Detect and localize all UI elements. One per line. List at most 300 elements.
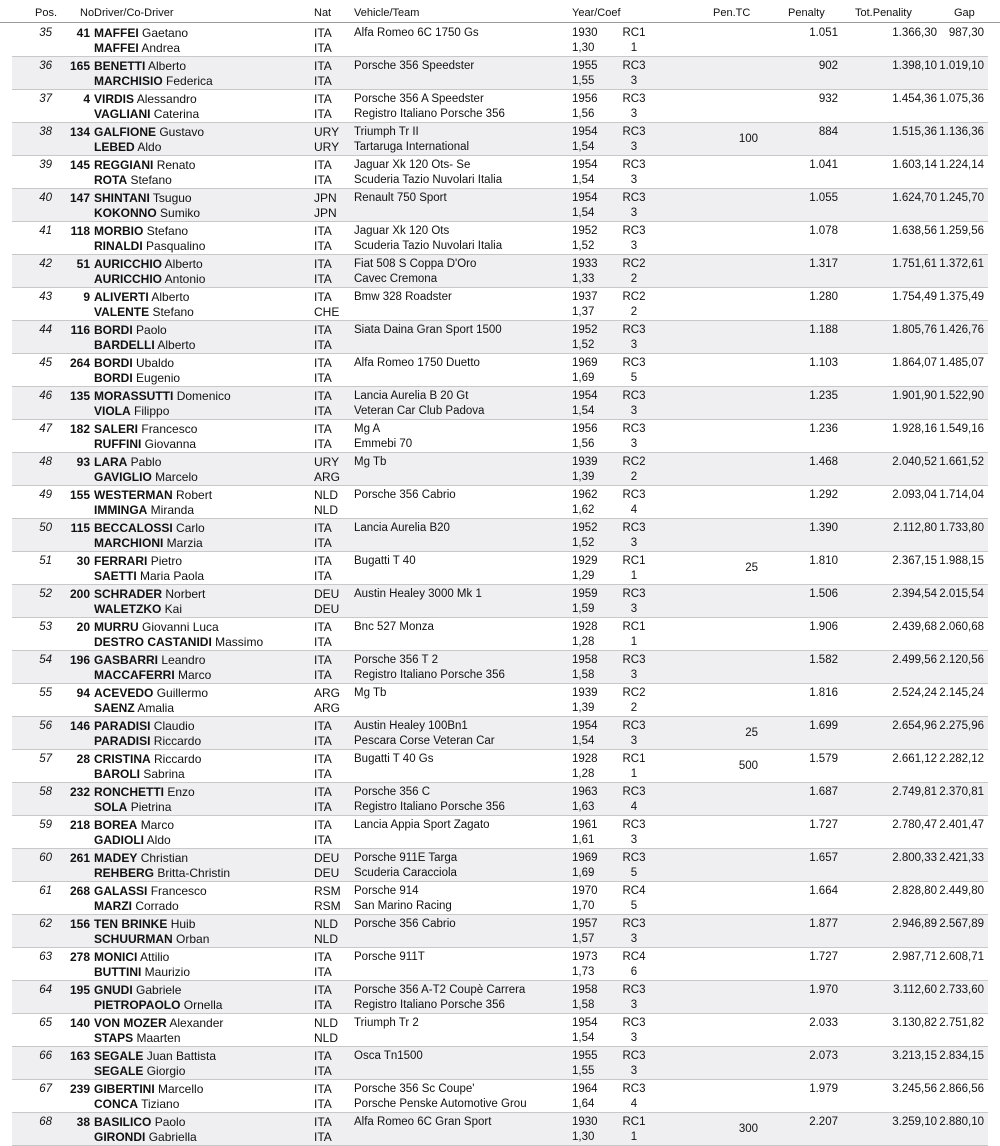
- driver-surname: MORBIO: [94, 224, 144, 238]
- result-row: [12, 849, 988, 882]
- codriver-surname: VIOLA: [94, 404, 131, 418]
- codriver-surname: SOLA: [94, 800, 128, 814]
- result-row: [12, 321, 988, 354]
- total-penality: 2.524,24: [892, 687, 937, 699]
- class-group: 4: [630, 1098, 638, 1110]
- vehicle: Porsche 356 A-T2 Coupè Carrera: [354, 984, 526, 996]
- codriver-surname: ROTA: [94, 173, 128, 187]
- codriver-name: [94, 173, 172, 187]
- driver-name: [94, 884, 207, 898]
- coefficient: 1,30: [572, 1131, 595, 1143]
- driver-surname: BOREA: [94, 818, 138, 832]
- class: RC3: [622, 522, 646, 534]
- driver-firstname: Alberto: [148, 59, 187, 73]
- driver-surname: MONICI: [94, 950, 138, 964]
- car-number: 20: [76, 620, 90, 634]
- driver-nationality: ITA: [314, 818, 332, 832]
- class-group: 3: [630, 174, 638, 186]
- codriver-surname: WALETZKO: [94, 602, 162, 616]
- position: 36: [39, 60, 52, 72]
- penalty: 2.207: [809, 1116, 838, 1128]
- class-group: 3: [630, 1065, 638, 1077]
- driver-firstname: Alberto: [164, 257, 203, 271]
- coefficient: 1,56: [572, 108, 595, 120]
- result-row: [12, 189, 988, 222]
- driver-nationality: ITA: [314, 158, 332, 172]
- class-group: 1: [630, 1131, 638, 1143]
- total-penality: 1.638,56: [892, 225, 937, 237]
- total-penality: 1.603,14: [892, 159, 937, 171]
- codriver-name: [94, 1097, 179, 1111]
- vehicle: Bnc 527 Monza: [354, 621, 434, 633]
- total-penality: 1.624,70: [892, 192, 937, 204]
- result-row: [12, 255, 988, 288]
- coefficient: 1,55: [572, 75, 595, 87]
- codriver-firstname: Filippo: [134, 404, 170, 418]
- coefficient: 1,58: [572, 669, 595, 681]
- gap: 2.449,80: [939, 885, 984, 897]
- car-number: 116: [70, 323, 90, 337]
- codriver-surname: RUFFINI: [94, 437, 142, 451]
- header-pos: Pos.: [35, 7, 58, 19]
- position: 39: [39, 159, 52, 171]
- team: Registro Italiano Porsche 356: [354, 108, 505, 120]
- position: 60: [39, 852, 52, 864]
- position: 51: [39, 555, 52, 567]
- total-penality: 2.499,56: [892, 654, 937, 666]
- penalty: 1.390: [809, 522, 838, 534]
- codriver-nationality: ITA: [314, 239, 332, 253]
- codriver-nationality: ITA: [314, 338, 332, 352]
- coefficient: 1,52: [572, 537, 595, 549]
- driver-nationality: ITA: [314, 1082, 332, 1096]
- car-number: 30: [76, 554, 90, 568]
- driver-firstname: Paolo: [136, 323, 167, 337]
- position: 52: [39, 588, 52, 600]
- driver-surname: CRISTINA: [94, 752, 151, 766]
- driver-nationality: ITA: [314, 983, 332, 997]
- gap: 2.282,12: [939, 753, 984, 765]
- codriver-surname: GAVIGLIO: [94, 470, 152, 484]
- vehicle: Fiat 508 S Coppa D'Oro: [354, 258, 477, 270]
- class: RC2: [622, 456, 646, 468]
- header-penalty: Penalty: [788, 7, 825, 19]
- result-row: [12, 156, 988, 189]
- driver-name: [94, 422, 197, 436]
- header-gap: Gap: [954, 7, 975, 19]
- year: 1961: [572, 819, 598, 831]
- year: 1957: [572, 918, 598, 930]
- gap: 2.401,47: [939, 819, 984, 831]
- result-row: [12, 57, 988, 90]
- result-row: [12, 882, 988, 915]
- result-row: [12, 816, 988, 849]
- penalty: 1.810: [809, 555, 838, 567]
- class-group: 3: [630, 141, 638, 153]
- vehicle: Triumph Tr II: [354, 126, 419, 138]
- codriver-name: [94, 371, 180, 385]
- driver-firstname: Alessandro: [136, 92, 197, 106]
- codriver-nationality: ITA: [314, 173, 332, 187]
- position: 50: [39, 522, 52, 534]
- driver-firstname: Domenico: [176, 389, 231, 403]
- driver-nationality: ITA: [314, 92, 332, 106]
- total-penality: 2.780,47: [892, 819, 937, 831]
- class-group: 3: [630, 405, 638, 417]
- driver-surname: BASILICO: [94, 1115, 152, 1129]
- car-number: 94: [76, 686, 90, 700]
- year: 1928: [572, 753, 598, 765]
- result-row: [12, 1113, 988, 1146]
- codriver-firstname: Stefano: [130, 173, 172, 187]
- gap: 2.421,33: [939, 852, 984, 864]
- year: 1954: [572, 192, 598, 204]
- driver-name: [94, 158, 195, 172]
- coefficient: 1,30: [572, 42, 595, 54]
- driver-surname: GNUDI: [94, 983, 133, 997]
- vehicle: Austin Healey 3000 Mk 1: [354, 588, 482, 600]
- result-row: [12, 354, 988, 387]
- codriver-name: [94, 1130, 197, 1144]
- gap: 1.661,52: [939, 456, 984, 468]
- driver-surname: WESTERMAN: [94, 488, 173, 502]
- vehicle: Porsche 356 Speedster: [354, 60, 475, 72]
- total-penality: 1.864,07: [892, 357, 937, 369]
- codriver-nationality: ITA: [314, 404, 332, 418]
- driver-nationality: ITA: [314, 1115, 332, 1129]
- vehicle: Porsche 356 A Speedster: [354, 93, 484, 105]
- result-row: [12, 618, 988, 651]
- codriver-nationality: ITA: [314, 833, 332, 847]
- gap: 2.015,54: [939, 588, 984, 600]
- codriver-nationality: ITA: [314, 734, 332, 748]
- penalty: 1.727: [809, 951, 838, 963]
- team: Veteran Car Club Padova: [354, 405, 485, 417]
- coefficient: 1,64: [572, 1098, 595, 1110]
- codriver-firstname: Giorgio: [146, 1064, 186, 1078]
- car-number: 135: [69, 389, 90, 403]
- driver-surname: BORDI: [94, 323, 133, 337]
- gap: 1.522,90: [939, 390, 984, 402]
- result-row: [12, 684, 988, 717]
- codriver-nationality: ITA: [314, 1064, 332, 1078]
- class-group: 3: [630, 207, 638, 219]
- total-penality: 2.828,80: [892, 885, 937, 897]
- year: 1930: [572, 1116, 598, 1128]
- codriver-firstname: Tiziano: [141, 1097, 180, 1111]
- codriver-firstname: Marzia: [166, 536, 203, 550]
- driver-name: [94, 488, 212, 502]
- coefficient: 1,28: [572, 768, 595, 780]
- result-row: [12, 981, 988, 1014]
- class-group: 5: [630, 867, 638, 879]
- vehicle: Porsche 911T: [354, 951, 425, 963]
- class-group: 2: [630, 273, 638, 285]
- codriver-surname: BAROLI: [94, 767, 140, 781]
- codriver-firstname: Aldo: [137, 140, 162, 154]
- penalty: 2.033: [809, 1017, 838, 1029]
- codriver-surname: BUTTINI: [94, 965, 142, 979]
- car-number: 93: [76, 455, 90, 469]
- codriver-nationality: ITA: [314, 536, 332, 550]
- driver-firstname: Stefano: [146, 224, 189, 238]
- driver-nationality: ITA: [314, 785, 332, 799]
- coefficient: 1,54: [572, 207, 595, 219]
- year: 1963: [572, 786, 598, 798]
- codriver-name: [94, 602, 182, 616]
- penalty: 932: [818, 93, 838, 105]
- driver-surname: SCHRADER: [94, 587, 163, 601]
- vehicle: Lancia Aurelia B 20 Gt: [354, 390, 469, 402]
- codriver-name: [94, 140, 161, 154]
- codriver-name: [94, 272, 205, 286]
- codriver-firstname: Maarten: [136, 1031, 181, 1045]
- car-number: 163: [69, 1049, 90, 1063]
- gap: 1.485,07: [939, 357, 984, 369]
- position: 48: [39, 456, 52, 468]
- vehicle: Mg Tb: [354, 456, 387, 468]
- coefficient: 1,54: [572, 405, 595, 417]
- codriver-surname: PARADISI: [94, 734, 151, 748]
- driver-nationality: JPN: [314, 191, 337, 205]
- driver-surname: MURRU: [94, 620, 139, 634]
- car-number: 38: [76, 1115, 90, 1129]
- year: 1959: [572, 588, 598, 600]
- vehicle: Alfa Romeo 1750 Duetto: [354, 357, 480, 369]
- driver-surname: LARA: [94, 455, 128, 469]
- vehicle: Lancia Aurelia B20: [354, 522, 450, 534]
- codriver-surname: VALENTE: [94, 305, 150, 319]
- gap: 2.608,71: [939, 951, 984, 963]
- penalty: 1.579: [809, 753, 838, 765]
- codriver-firstname: Maria Paola: [140, 569, 205, 583]
- codriver-surname: SAENZ: [94, 701, 135, 715]
- codriver-firstname: Aldo: [146, 833, 171, 847]
- vehicle: Triumph Tr 2: [354, 1017, 419, 1029]
- coefficient: 1,62: [572, 504, 595, 516]
- class-group: 5: [630, 900, 638, 912]
- car-number: 196: [69, 653, 90, 667]
- position: 59: [39, 819, 52, 831]
- codriver-surname: PIETROPAOLO: [94, 998, 181, 1012]
- position: 37: [39, 93, 52, 105]
- driver-nationality: ITA: [314, 290, 332, 304]
- total-penality: 2.367,15: [892, 555, 937, 567]
- penalty: 1.727: [809, 819, 838, 831]
- year: 1958: [572, 984, 598, 996]
- driver-firstname: Francesco: [141, 422, 198, 436]
- codriver-name: [94, 338, 195, 352]
- car-number: 118: [70, 224, 90, 238]
- driver-firstname: Riccardo: [154, 752, 202, 766]
- position: 53: [39, 621, 52, 633]
- codriver-name: [94, 800, 171, 814]
- penalty: 1.906: [809, 621, 838, 633]
- codriver-firstname: Andrea: [141, 41, 181, 55]
- class: RC3: [622, 654, 646, 666]
- driver-firstname: Pablo: [130, 455, 162, 469]
- year: 1964: [572, 1083, 598, 1095]
- driver-nationality: DEU: [314, 587, 340, 601]
- class: RC1: [622, 621, 646, 633]
- result-row: [12, 420, 988, 453]
- gap: 2.880,10: [939, 1116, 984, 1128]
- year: 1956: [572, 93, 598, 105]
- codriver-nationality: ARG: [314, 701, 341, 715]
- car-number: 156: [69, 917, 90, 931]
- driver-surname: MADEY: [94, 851, 138, 865]
- total-penality: 3.112,60: [893, 984, 937, 996]
- driver-nationality: ITA: [314, 323, 332, 337]
- gap: 1.245,70: [939, 192, 984, 204]
- class: RC3: [622, 60, 646, 72]
- header-pen-tc: Pen.TC: [713, 7, 751, 19]
- team: Scuderia Tazio Nuvolari Italia: [354, 174, 503, 186]
- vehicle: Mg Tb: [354, 687, 387, 699]
- coefficient: 1,54: [572, 1032, 595, 1044]
- driver-surname: REGGIANI: [94, 158, 154, 172]
- car-number: 9: [83, 290, 90, 304]
- driver-surname: GALASSI: [94, 884, 148, 898]
- driver-name: [94, 1016, 223, 1030]
- total-penality: 2.394,54: [892, 588, 937, 600]
- class: RC3: [622, 225, 646, 237]
- driver-firstname: Renato: [156, 158, 196, 172]
- coefficient: 1,54: [572, 735, 595, 747]
- coefficient: 1,37: [572, 306, 595, 318]
- penalty: 1.188: [809, 324, 838, 336]
- driver-name: [94, 917, 195, 931]
- driver-firstname: Gaetano: [142, 26, 189, 40]
- penalty: 1.657: [809, 852, 838, 864]
- driver-name: [94, 950, 169, 964]
- codriver-nationality: ITA: [314, 74, 332, 88]
- driver-nationality: ITA: [314, 620, 332, 634]
- driver-nationality: NLD: [314, 488, 339, 502]
- codriver-name: [94, 734, 201, 748]
- driver-nationality: ARG: [314, 686, 341, 700]
- vehicle: Austin Healey 100Bn1: [354, 720, 468, 732]
- penalty: 1.041: [809, 159, 838, 171]
- penalty: 1.280: [809, 291, 838, 303]
- gap: 1.375,49: [939, 291, 984, 303]
- class-group: 3: [630, 1032, 638, 1044]
- penalty: 1.877: [809, 918, 838, 930]
- car-number: 28: [76, 752, 90, 766]
- class-group: 3: [630, 603, 638, 615]
- driver-surname: RONCHETTI: [94, 785, 164, 799]
- year: 1952: [572, 522, 598, 534]
- driver-firstname: Robert: [176, 488, 213, 502]
- car-number: 51: [76, 257, 90, 271]
- class-group: 4: [630, 504, 638, 516]
- position: 44: [39, 324, 52, 336]
- driver-name: [94, 719, 195, 733]
- driver-firstname: Pietro: [150, 554, 183, 568]
- codriver-surname: LEBED: [94, 140, 135, 154]
- year: 1952: [572, 225, 598, 237]
- coefficient: 1,56: [572, 438, 595, 450]
- codriver-surname: STAPS: [94, 1031, 134, 1045]
- codriver-firstname: Amalia: [137, 701, 175, 715]
- codriver-name: [94, 767, 185, 781]
- result-row: [12, 486, 988, 519]
- team: Emmebi 70: [354, 438, 413, 450]
- codriver-name: [94, 437, 196, 451]
- header-nat: Nat: [314, 7, 332, 19]
- driver-nationality: ITA: [314, 422, 332, 436]
- coefficient: 1,63: [572, 801, 595, 813]
- pen-tc: 300: [738, 1123, 758, 1135]
- team: Registro Italiano Porsche 356: [354, 669, 505, 681]
- codriver-nationality: ITA: [314, 965, 332, 979]
- driver-name: [94, 554, 182, 568]
- gap: 1.549,16: [939, 423, 984, 435]
- vehicle: Porsche 356 Cabrio: [354, 489, 456, 501]
- class: RC4: [622, 885, 646, 897]
- driver-nationality: URY: [314, 455, 340, 469]
- codriver-firstname: Miranda: [150, 503, 195, 517]
- gap: 2.733,60: [939, 984, 984, 996]
- driver-surname: GALFIONE: [94, 125, 156, 139]
- driver-firstname: Norbert: [165, 587, 206, 601]
- class: RC3: [622, 1050, 646, 1062]
- vehicle: Jaguar Xk 120 Ots- Se: [354, 159, 471, 171]
- position: 40: [39, 192, 52, 204]
- vehicle: Porsche 356 C: [354, 786, 431, 798]
- car-number: 195: [69, 983, 90, 997]
- codriver-surname: MARCHIONI: [94, 536, 164, 550]
- class: RC3: [622, 93, 646, 105]
- year: 1969: [572, 357, 598, 369]
- codriver-nationality: ITA: [314, 272, 332, 286]
- gap: 2.370,81: [939, 786, 984, 798]
- car-number: 4: [83, 92, 90, 106]
- total-penality: 1.901,90: [892, 390, 937, 402]
- codriver-name: [94, 503, 194, 517]
- driver-firstname: Juan Battista: [146, 1049, 217, 1063]
- class-group: 3: [630, 108, 638, 120]
- driver-name: [94, 92, 197, 106]
- gap: 1.426,76: [939, 324, 984, 336]
- class: RC3: [622, 1017, 646, 1029]
- class: RC3: [622, 786, 646, 798]
- codriver-surname: DESTRO CASTANIDI: [94, 635, 212, 649]
- codriver-firstname: Marcelo: [155, 470, 198, 484]
- car-number: 182: [69, 422, 90, 436]
- total-penality: 1.398,10: [892, 60, 937, 72]
- codriver-nationality: NLD: [314, 932, 339, 946]
- year: 1955: [572, 1050, 598, 1062]
- codriver-firstname: Caterina: [153, 107, 200, 121]
- position: 38: [39, 126, 52, 138]
- penalty: 1.979: [809, 1083, 838, 1095]
- driver-nationality: RSM: [314, 884, 341, 898]
- driver-name: [94, 125, 204, 139]
- driver-firstname: Huib: [170, 917, 196, 931]
- driver-nationality: ITA: [314, 554, 332, 568]
- driver-firstname: Giovanni Luca: [142, 620, 219, 634]
- driver-surname: MAFFEI: [94, 26, 139, 40]
- car-number: 140: [69, 1016, 90, 1030]
- vehicle: Osca Tn1500: [354, 1050, 423, 1062]
- driver-name: [94, 752, 201, 766]
- team: Porsche Penske Automotive Grou: [354, 1098, 527, 1110]
- driver-nationality: ITA: [314, 389, 332, 403]
- penalty: 1.664: [809, 885, 838, 897]
- class: RC2: [622, 291, 646, 303]
- total-penality: 1.805,76: [892, 324, 937, 336]
